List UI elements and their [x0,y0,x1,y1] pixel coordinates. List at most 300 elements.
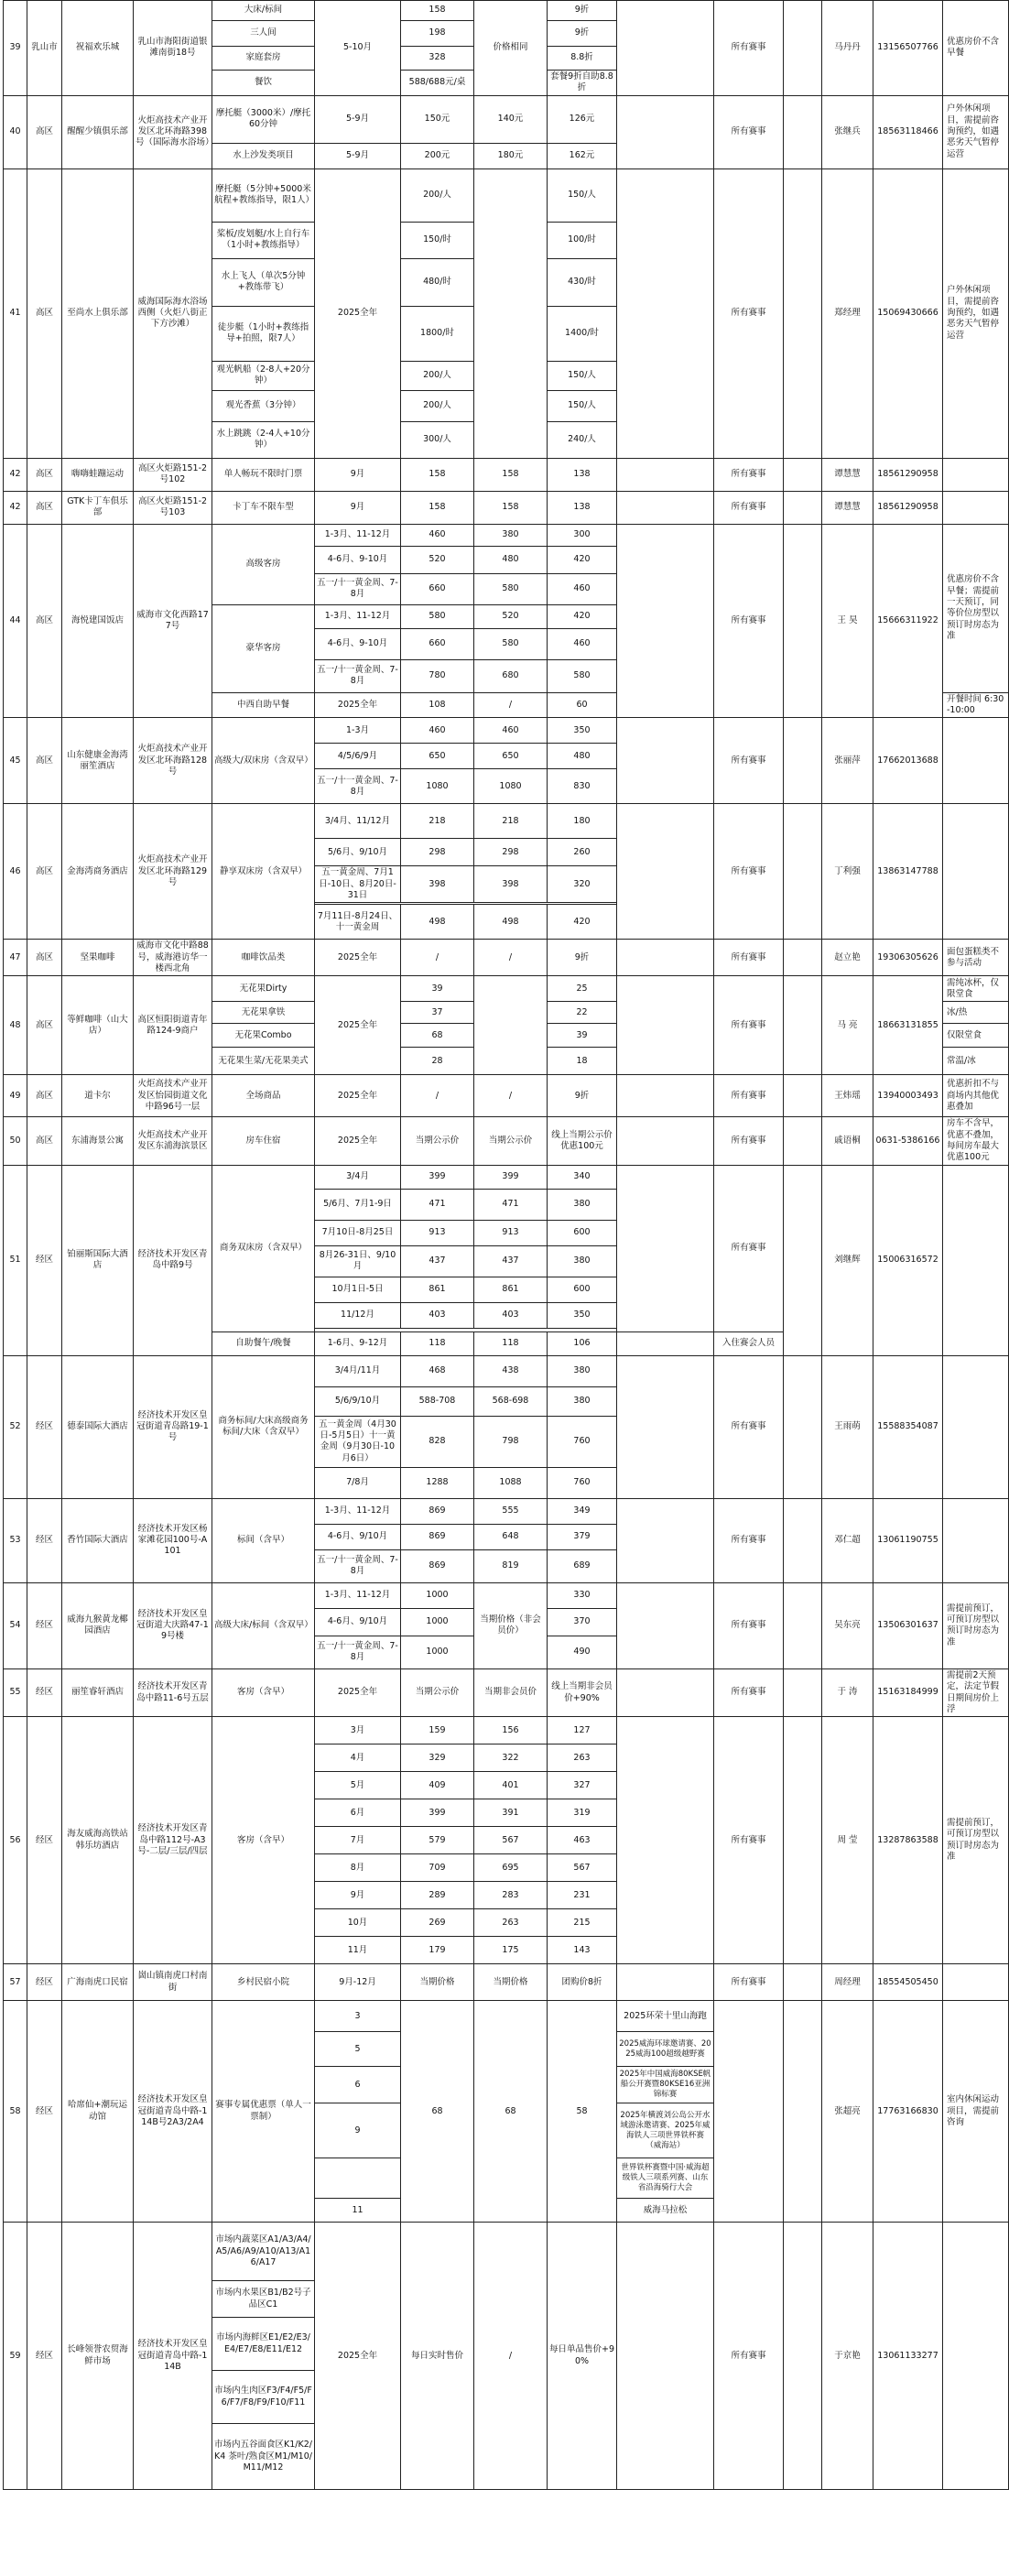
table-cell: 每日单品售价+90% [548,2223,617,2490]
table-cell: 39 [548,1024,617,1048]
table-cell: 9折 [548,940,617,976]
table-cell: 哈席仙+潮玩运动馆 [62,2001,134,2223]
table-cell: 8月26-31日、9/10月 [315,1245,401,1277]
table-cell: 冰/热 [943,1002,1009,1024]
table-cell: 4-6月、9-10月 [315,546,401,573]
table-cell [617,718,714,804]
table-cell: 283 [474,1882,548,1909]
table-cell: 0631-5386166 [873,1117,943,1165]
table-cell: 7/8月 [315,1467,401,1498]
table-row [4,95,1009,143]
table-cell: 豪华客房 [212,604,315,692]
table-cell: 火炬高技术产业开发区东浦海滨景区 [134,1117,212,1165]
table-cell [784,458,822,491]
table-cell: 19306305626 [873,940,943,976]
table-cell: 760 [548,1467,617,1498]
table-cell: 威海九猴黄龙椰园酒店 [62,1582,134,1668]
table-cell: 摩托艇（3000米）/摩托60分钟 [212,95,315,143]
table-cell: 桨板/皮划艇/水上自行车（1小时+教练指导） [212,222,315,258]
table-cell: 240/人 [548,421,617,458]
table-cell [315,2158,401,2199]
table-row [4,1582,1009,1608]
table-cell: 1080 [401,769,474,804]
table-cell: 263 [548,1745,617,1772]
table-cell: 798 [474,1416,548,1467]
table-cell: 乳山市海阳街道银滩南街18号 [134,1,212,96]
table-cell: 威海市文化中路88号，威海港访华一楼西北角 [134,940,212,976]
table-cell: 555 [474,1498,548,1524]
table-cell: 398 [401,866,474,903]
table-cell: 8月 [315,1854,401,1882]
table-cell: 5-9月 [315,95,401,143]
table-cell: 商务标间/大床高级商务标间/大床（含双早） [212,1355,315,1498]
table-cell: 1088 [474,1467,548,1498]
table-cell: 所有赛事 [714,168,784,458]
table-cell: 48 [4,976,27,1075]
table-cell: 高区 [27,804,62,940]
table-cell: 9月-12月 [315,1964,401,2001]
table-cell: 经济技术开发区皇冠街道青岛中路-114B [134,2223,212,2490]
table-cell [617,804,714,940]
table-cell: 所有赛事 [714,491,784,524]
table-cell: 1080 [474,769,548,804]
table-cell [943,1498,1009,1582]
table-cell: 经区 [27,1355,62,1498]
table-cell: 火炬高技术产业开发区北环海路129号 [134,804,212,940]
table-cell: 家庭套房 [212,47,315,71]
table-cell: 火炬高技术产业开发区怡园街道文化中路96号一层 [134,1075,212,1117]
table-cell: 150/人 [548,390,617,421]
table-cell: 2025全年 [315,1668,401,1716]
table-cell: 28 [401,1048,474,1075]
table-cell: 13863147788 [873,804,943,940]
table-cell: 高区 [27,458,62,491]
table-cell: 480 [548,744,617,769]
table-body [4,1,1009,2490]
table-cell: 当期价格（非会员价） [474,1582,548,1668]
table-cell: 200/人 [401,361,474,390]
table-cell [617,2223,714,2490]
table-cell: 五一/十一黄金周、7-8月 [315,659,401,692]
table-cell [617,1331,714,1355]
table-cell: 322 [474,1745,548,1772]
table-cell: 11 [315,2199,401,2223]
table-cell: 600 [548,1277,617,1302]
table-cell: 57 [4,1964,27,2001]
table-cell [617,1964,714,2001]
table-cell: 289 [401,1882,474,1909]
table-cell: 当期公示价 [474,1117,548,1165]
table-cell: 经济技术开发区杨家滩花园100号-A101 [134,1498,212,1582]
table-cell: 460 [401,524,474,546]
table-cell: 18554505450 [873,1964,943,2001]
table-cell: 高区 [27,976,62,1075]
table-cell: 郑经理 [822,168,873,458]
table-cell: 39 [4,1,27,96]
table-cell: 828 [401,1416,474,1467]
table-cell: 2025全年 [315,1075,401,1117]
table-cell: 经区 [27,1964,62,2001]
table-cell: 150元 [401,95,474,143]
table-cell: 德泰国际大酒店 [62,1355,134,1498]
table-row [4,458,1009,491]
table-cell: 乡村民宿小院 [212,1964,315,2001]
table-cell: 9月 [315,491,401,524]
table-cell: 600 [548,1220,617,1245]
table-cell: 马丹丹 [822,1,873,96]
table-cell: 398 [474,866,548,903]
table-cell: 3/4月、11/12月 [315,804,401,839]
table-row [4,491,1009,524]
table-cell: 58 [548,2001,617,2223]
table-cell: 经济技术开发区皇冠街道青岛中路-114B号2A3/2A4 [134,2001,212,2223]
table-cell: 王炜瑶 [822,1075,873,1117]
table-cell: 58 [4,2001,27,2223]
table-cell: 高区 [27,1117,62,1165]
table-cell: 269 [401,1909,474,1937]
table-cell: 房车不含早，优惠不叠加，每间房车最大优惠100元 [943,1117,1009,1165]
table-row [4,1355,1009,1386]
table-cell: 158 [474,458,548,491]
table-cell: 三人间 [212,21,315,47]
table-cell: 张超亮 [822,2001,873,2223]
table-row [4,804,1009,839]
table-cell: 威海市文化西路177号 [134,524,212,718]
table-cell: 山东健康金海湾丽笙酒店 [62,718,134,804]
table-cell: 913 [401,1220,474,1245]
table-cell: 无花果Dirty [212,976,315,1002]
table-cell: 卡丁车不限车型 [212,491,315,524]
table-cell: / [474,2223,548,2490]
table-cell: 5/6月、9/10月 [315,839,401,866]
table-cell: 开餐时间 6:30-10:00 [943,692,1009,718]
table-cell: 379 [548,1524,617,1549]
table-cell: 200/人 [401,390,474,421]
table-cell: 399 [474,1165,548,1189]
table-cell [617,1,714,96]
table-cell: 房车住宿 [212,1117,315,1165]
table-cell: 13287863588 [873,1717,943,1964]
table-cell: / [474,692,548,718]
table-cell [784,1582,822,1668]
table-cell: 2025全年 [315,1117,401,1165]
table-cell: 579 [401,1827,474,1854]
table-cell: 团购价8折 [548,1964,617,2001]
table-cell: 摩托艇（5分钟+5000米航程+教练指导，限1人） [212,168,315,222]
table-cell: 崮山镇南虎口村南街 [134,1964,212,2001]
table-cell: 869 [401,1524,474,1549]
table-cell: 6月 [315,1799,401,1827]
table-cell: 当期非会员价 [474,1668,548,1716]
table-cell: 道卡尔 [62,1075,134,1117]
table-cell: 张继兵 [822,95,873,168]
table-cell: 2025全年 [315,2223,401,2490]
table-cell: 13156507766 [873,1,943,96]
table-cell: 18563118466 [873,95,943,168]
table-cell: 周 莹 [822,1717,873,1964]
table-cell: 329 [401,1745,474,1772]
table-cell: 520 [401,546,474,573]
table-cell: 40 [4,95,27,168]
table-cell: 高区 [27,718,62,804]
table-cell [943,1165,1009,1355]
table-cell: 所有赛事 [714,976,784,1075]
table-cell: 68 [474,2001,548,2223]
table-cell: 等鲜咖啡（山大店） [62,976,134,1075]
table-cell: 高区 [27,940,62,976]
table-cell: 568-698 [474,1386,548,1416]
table-cell: 无花果生菜/无花果美式 [212,1048,315,1075]
table-cell: 经区 [27,1498,62,1582]
table-cell: 水上跳跳（2-4人+10分钟） [212,421,315,458]
table-cell: 567 [474,1827,548,1854]
table-cell: 218 [474,804,548,839]
table-cell: 420 [548,905,617,940]
table-cell: 861 [401,1277,474,1302]
table-cell: 15666311922 [873,524,943,718]
table-cell: 327 [548,1772,617,1799]
table-cell: 460 [401,718,474,744]
table-cell: 215 [548,1909,617,1937]
table-cell: 所有赛事 [714,718,784,804]
table-cell: 赛事专属优惠票（单人一票制） [212,2001,315,2223]
table-cell: 46 [4,804,27,940]
table-cell: 5/6月、7月1-9日 [315,1189,401,1220]
table-cell: 全场商品 [212,1075,315,1117]
table-cell: 1-3月、11-12月 [315,604,401,628]
table-cell: 118 [474,1331,548,1355]
table-cell: 330 [548,1582,617,1608]
table-cell [784,1075,822,1117]
table-cell: 1000 [401,1608,474,1636]
table-cell: 所有赛事 [714,804,784,940]
table-cell: 118 [401,1331,474,1355]
table-cell: 3月 [315,1717,401,1745]
table-cell: 13506301637 [873,1582,943,1668]
table-cell: 于 涛 [822,1668,873,1716]
table-cell: 4-6月、9-10月 [315,628,401,659]
table-cell: 53 [4,1498,27,1582]
table-cell: 52 [4,1355,27,1498]
table-cell [943,1964,1009,2001]
table-cell: 广海南虎口民宿 [62,1964,134,2001]
table-cell: 高级客房 [212,524,315,604]
table-cell: 498 [474,905,548,940]
table-cell: 490 [548,1636,617,1668]
table-cell: 经区 [27,1582,62,1668]
table-cell: 5-9月 [315,143,401,168]
table-cell: 68 [401,2001,474,2223]
table-cell [784,491,822,524]
table-cell: 东浦海景公寓 [62,1117,134,1165]
table-cell: 5-10月 [315,1,401,96]
table-cell [617,1075,714,1117]
table-cell: 108 [401,692,474,718]
table-cell: 王雨萌 [822,1355,873,1498]
table-cell: 403 [474,1302,548,1328]
table-cell [784,976,822,1075]
table-cell: 370 [548,1608,617,1636]
table-cell: 所有赛事 [714,1717,784,1964]
table-row [4,1165,1009,1189]
table-cell [784,1355,822,1498]
table-cell: 13940003493 [873,1075,943,1117]
table-cell: 所有赛事 [714,1,784,96]
table-cell [784,2223,822,2490]
table-cell: 观光帆船（2-8人+20分钟） [212,361,315,390]
table-cell: 1-3月、11-12月 [315,524,401,546]
table-cell: 380 [548,1386,617,1416]
table-cell: 913 [474,1220,548,1245]
table-cell: 45 [4,718,27,804]
table-cell: 150/时 [401,222,474,258]
table-cell: 18663131855 [873,976,943,1075]
table-cell: 143 [548,1937,617,1964]
table-cell: 380 [548,1355,617,1386]
table-cell: 咖啡饮品类 [212,940,315,976]
table-cell: 580 [474,628,548,659]
table-cell: 158 [401,1,474,21]
table-cell: 830 [548,769,617,804]
table-cell [617,1582,714,1668]
table-cell: 380 [474,524,548,546]
table-cell: 10月 [315,1909,401,1937]
table-cell: 赵立艳 [822,940,873,976]
table-cell: 175 [474,1937,548,1964]
table-cell [784,940,822,976]
table-cell: 158 [401,491,474,524]
table-cell: 471 [401,1189,474,1220]
table-cell: 刘继辉 [822,1165,873,1355]
table-cell: 嗨嗨蛙蹦运动 [62,458,134,491]
table-cell: 7月11日-8月24日、十一黄金周 [315,905,401,940]
table-cell: 套餐9折自助8.8折 [548,71,617,96]
table-cell: 马 亮 [822,976,873,1075]
table-cell: 340 [548,1165,617,1189]
table-cell: 乳山市 [27,1,62,96]
table-cell: 香竹国际大酒店 [62,1498,134,1582]
table-cell: 588/688元/桌 [401,71,474,96]
table-cell: 线上当期公示价优惠100元 [548,1117,617,1165]
table-cell: 五一黄金周（4月30日-5月5日）十一黄金周（9月30日-10月6日） [315,1416,401,1467]
table-cell: 高区恒阳街道青年路124-9商户 [134,976,212,1075]
table-cell: 328 [401,47,474,71]
table-cell: 单人畅玩不限时门票 [212,458,315,491]
table-cell [617,1498,714,1582]
table-cell: 13061133277 [873,2223,943,2490]
table-row [4,2223,1009,2281]
table-cell: 4-6月、9/10月 [315,1608,401,1636]
table-cell: 39 [401,976,474,1002]
table-cell: 150/人 [548,361,617,390]
table-cell [617,1355,714,1498]
table-cell: 460 [474,718,548,744]
table-cell: 2025威海环球邀请赛、2025威海100超级越野赛 [617,2032,714,2067]
table-cell [784,1165,822,1355]
table-cell: 200元 [401,143,474,168]
table-cell: 9折 [548,1,617,21]
table-cell [784,95,822,168]
table-cell: 铂丽斯国际大酒店 [62,1165,134,1355]
table-cell: 11/12月 [315,1302,401,1328]
table-cell [784,1117,822,1165]
table-cell: 丁利强 [822,804,873,940]
table-cell: 9 [315,2103,401,2158]
table-cell [784,1964,822,2001]
table-cell [784,2001,822,2223]
table-cell: 10月1日-5日 [315,1277,401,1302]
table-cell: 所有赛事 [714,1498,784,1582]
table-cell: 158 [401,458,474,491]
table-cell: 460 [548,573,617,604]
table-cell: 298 [401,839,474,866]
table-cell: 430/时 [548,258,617,306]
table-cell: 市场内蔬菜区A1/A3/A4/A5/A6/A9/A10/A13/A16/A17 [212,2223,315,2281]
table-cell: 高区 [27,95,62,168]
table-row [4,1964,1009,2001]
table-cell: 49 [4,1075,27,1117]
table-cell: 567 [548,1854,617,1882]
table-cell: 海悦建国饭店 [62,524,134,718]
table-cell [617,940,714,976]
table-cell: 861 [474,1277,548,1302]
table-cell: 18 [548,1048,617,1075]
table-cell: 2025全年 [315,976,401,1075]
table-cell: 47 [4,940,27,976]
table-cell: 吴东亮 [822,1582,873,1668]
table-cell: 中西自助早餐 [212,692,315,718]
table-cell: 所有赛事 [714,940,784,976]
table-cell: 客房（含早） [212,1717,315,1964]
table-cell: 入住赛会人员 [714,1331,784,1355]
table-cell: 威海马拉松 [617,2199,714,2223]
table-cell: 观光香蕉（3分钟） [212,390,315,421]
table-cell: 44 [4,524,27,718]
table-cell: 150/人 [548,168,617,222]
table-cell: 420 [548,546,617,573]
table-cell: 大床/标间 [212,1,315,21]
table-cell: 经区 [27,1165,62,1355]
table-cell: 106 [548,1331,617,1355]
table-cell: 所有赛事 [714,1668,784,1716]
table-row [4,168,1009,222]
table-cell: 谭慧慧 [822,458,873,491]
table-cell: 无花果拿铁 [212,1002,315,1024]
table-cell: 价格相同 [474,1,548,96]
table-cell: 市场内五谷面食区K1/K2/K4 茶叶/熟食区M1/M10/M11/M12 [212,2424,315,2490]
table-cell: 409 [401,1772,474,1799]
table-cell: 41 [4,168,27,458]
table-cell: 2025全年 [315,940,401,976]
table-row [4,2001,1009,2032]
table-cell: 13061190755 [873,1498,943,1582]
table-cell: 349 [548,1498,617,1524]
table-row [4,940,1009,976]
table-cell: 5/6/9/10月 [315,1386,401,1416]
table-cell [617,1165,714,1331]
table-cell [943,1355,1009,1498]
table-cell: 695 [474,1854,548,1882]
table-cell: 五一/十一黄金周、7-8月 [315,769,401,804]
table-cell: 所有赛事 [714,1165,784,1331]
table-cell: 高区 [27,524,62,718]
table-cell: 56 [4,1717,27,1964]
table-cell: 260 [548,839,617,866]
table-cell: 391 [474,1799,548,1827]
table-cell: 1000 [401,1636,474,1668]
table-cell: 6 [315,2067,401,2103]
table-cell: 火炬高技术产业开发区北环海路398号（国际海水浴场） [134,95,212,168]
